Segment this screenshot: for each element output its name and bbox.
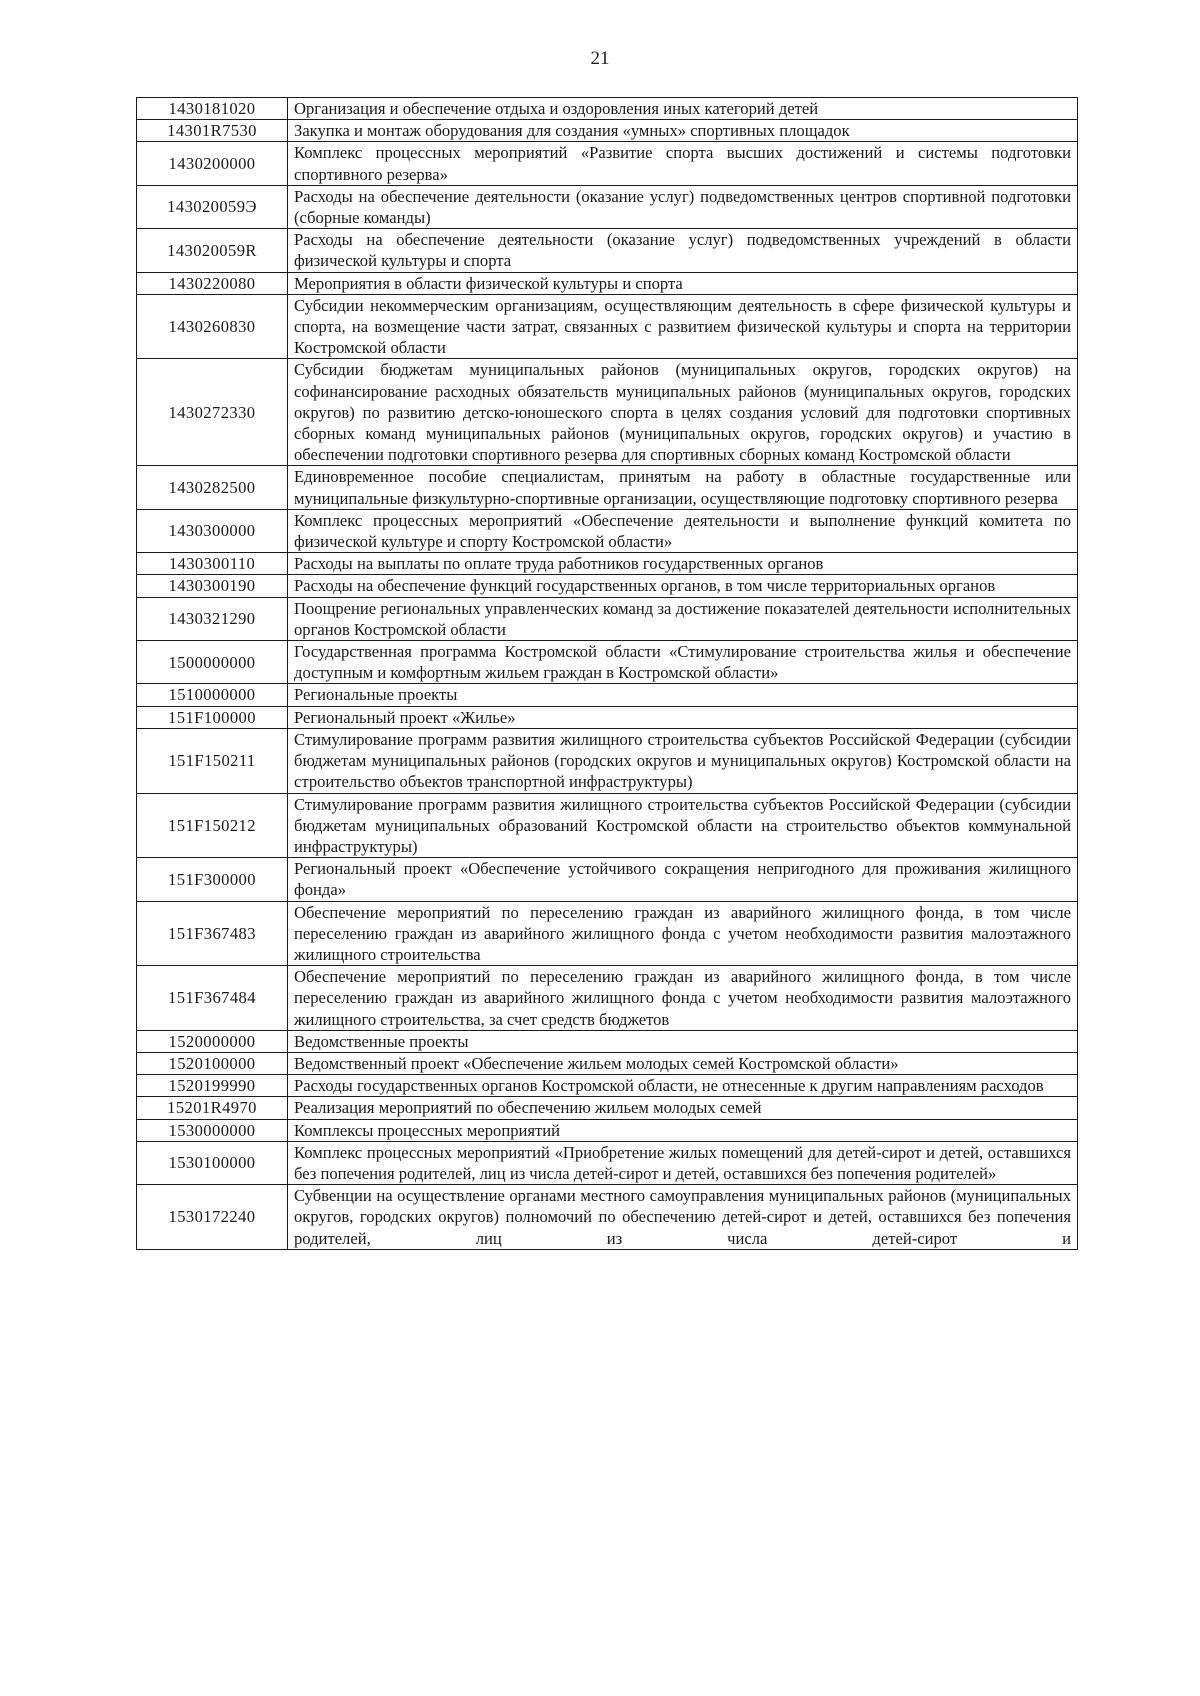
table-row bbox=[137, 901, 1078, 966]
table-row bbox=[137, 684, 1078, 706]
row-description: Региональный проект «Обеспечение устойчивого сокращения непригодного для проживания жилищного фонда» bbox=[288, 858, 1078, 901]
row-code: 151F367483 bbox=[137, 901, 288, 966]
row-description: Субсидии бюджетам муниципальных районов (муниципальных округов, городских округов) на софинансирование расходных обязательств муниципальных районов (муниципальных округов, городских округов) по развитию детско-юношеского спорта в целях создания условий для подготовки спортивных сборных команд муниципальных районов (муниципальных округов, городских округов) и участию в обеспечении подготовки спортивного резерва для спортивных сборных команд Костромской области bbox=[288, 359, 1078, 466]
table-row bbox=[137, 509, 1078, 552]
budget-classification-table bbox=[136, 97, 1078, 1250]
row-description: Поощрение региональных управленческих команд за достижение показателей деятельности исполнительных органов Костромской области bbox=[288, 597, 1078, 640]
row-code: 15201R4970 bbox=[137, 1097, 288, 1119]
table-row bbox=[137, 597, 1078, 640]
row-description: Реализация мероприятий по обеспечению жильем молодых семей bbox=[288, 1097, 1078, 1119]
table-row bbox=[137, 641, 1078, 684]
row-description: Расходы на обеспечение деятельности (оказание услуг) подведомственных учреждений в области физической культуры и спорта bbox=[288, 229, 1078, 272]
row-code: 151F150212 bbox=[137, 793, 288, 858]
row-code: 1430282500 bbox=[137, 466, 288, 509]
row-description: Ведомственный проект «Обеспечение жильем молодых семей Костромской области» bbox=[288, 1052, 1078, 1074]
table-row bbox=[137, 1075, 1078, 1097]
row-code: 1430181020 bbox=[137, 98, 288, 120]
row-code: 1430220080 bbox=[137, 272, 288, 294]
row-code: 151F150211 bbox=[137, 728, 288, 793]
page-number: 21 bbox=[590, 48, 610, 69]
row-description: Комплекс процессных мероприятий «Приобретение жилых помещений для детей-сирот и детей, оставшихся без попечения родителей, лиц из числа детей-сирот и детей, оставшихся без попечения родителей» bbox=[288, 1141, 1078, 1184]
row-description: Расходы на обеспечение деятельности (оказание услуг) подведомственных центров спортивной подготовки (сборные команды) bbox=[288, 185, 1078, 228]
row-description: Единовременное пособие специалистам, принятым на работу в областные государственные или муниципальные физкультурно-спортивные организации, осуществляющие подготовку спортивного резерва bbox=[288, 466, 1078, 509]
row-description: Субсидии некоммерческим организациям, осуществляющим деятельность в сфере физической культуры и спорта, на возмещение части затрат, связанных с развитием физической культуры и спорта на территории Костромской области bbox=[288, 294, 1078, 359]
table-row bbox=[137, 575, 1078, 597]
row-code: 1430200000 bbox=[137, 142, 288, 185]
row-code: 1530000000 bbox=[137, 1119, 288, 1141]
row-code: 1430300190 bbox=[137, 575, 288, 597]
table-row bbox=[137, 1141, 1078, 1184]
row-code: 1530100000 bbox=[137, 1141, 288, 1184]
table-row bbox=[137, 728, 1078, 793]
row-description: Государственная программа Костромской области «Стимулирование строительства жилья и обеспечение доступным и комфортным жильем граждан в Костромской области» bbox=[288, 641, 1078, 684]
row-description: Закупка и монтаж оборудования для создания «умных» спортивных площадок bbox=[288, 120, 1078, 142]
row-description: Обеспечение мероприятий по переселению граждан из аварийного жилищного фонда, в том числе переселению граждан из аварийного жилищного фонда с учетом необходимости развития малоэтажного жилищного строительства, за счет средств бюджетов bbox=[288, 966, 1078, 1031]
row-description: Расходы на выплаты по оплате труда работников государственных органов bbox=[288, 553, 1078, 575]
row-code: 1430300000 bbox=[137, 509, 288, 552]
table-row bbox=[137, 272, 1078, 294]
row-code: 1520199990 bbox=[137, 1075, 288, 1097]
table-row bbox=[137, 359, 1078, 466]
table-row bbox=[137, 858, 1078, 901]
row-code: 1500000000 bbox=[137, 641, 288, 684]
row-description: Комплекс процессных мероприятий «Обеспечение деятельности и выполнение функций комитета по физической культуре и спорту Костромской области» bbox=[288, 509, 1078, 552]
table-row bbox=[137, 185, 1078, 228]
row-description: Мероприятия в области физической культуры и спорта bbox=[288, 272, 1078, 294]
row-description: Комплекс процессных мероприятий «Развитие спорта высших достижений и системы подготовки спортивного резерва» bbox=[288, 142, 1078, 185]
row-code: 151F300000 bbox=[137, 858, 288, 901]
table-row bbox=[137, 553, 1078, 575]
table-row bbox=[137, 1119, 1078, 1141]
row-description: Стимулирование программ развития жилищного строительства субъектов Российской Федерации (субсидии бюджетам муниципальных районов (городских округов и муниципальных округов) Костромской области на строительство объектов транспортной инфраструктуры) bbox=[288, 728, 1078, 793]
row-code: 1430272330 bbox=[137, 359, 288, 466]
row-code: 1430300110 bbox=[137, 553, 288, 575]
table-row bbox=[137, 1097, 1078, 1119]
table-row bbox=[137, 793, 1078, 858]
row-code: 14301R7530 bbox=[137, 120, 288, 142]
row-code: 1530172240 bbox=[137, 1185, 288, 1250]
table-row bbox=[137, 120, 1078, 142]
table-row bbox=[137, 294, 1078, 359]
row-description: Стимулирование программ развития жилищного строительства субъектов Российской Федерации (субсидии бюджетам муниципальных образований Костромской области на строительство объектов коммунальной инфраструктуры) bbox=[288, 793, 1078, 858]
row-code: 151F367484 bbox=[137, 966, 288, 1031]
table-row bbox=[137, 229, 1078, 272]
row-code: 1430260830 bbox=[137, 294, 288, 359]
table-row bbox=[137, 1185, 1078, 1250]
table-row bbox=[137, 1030, 1078, 1052]
row-description: Организация и обеспечение отдыха и оздоровления иных категорий детей bbox=[288, 98, 1078, 120]
row-description: Ведомственные проекты bbox=[288, 1030, 1078, 1052]
table-row bbox=[137, 966, 1078, 1031]
table-row bbox=[137, 466, 1078, 509]
row-description: Комплексы процессных мероприятий bbox=[288, 1119, 1078, 1141]
row-code: 151F100000 bbox=[137, 706, 288, 728]
row-description: Региональные проекты bbox=[288, 684, 1078, 706]
row-description: Региональный проект «Жилье» bbox=[288, 706, 1078, 728]
table-row bbox=[137, 706, 1078, 728]
row-code: 143020059Э bbox=[137, 185, 288, 228]
row-description: Расходы на обеспечение функций государственных органов, в том числе территориальных органов bbox=[288, 575, 1078, 597]
row-code: 1520100000 bbox=[137, 1052, 288, 1074]
row-description: Расходы государственных органов Костромской области, не отнесенные к другим направлениям расходов bbox=[288, 1075, 1078, 1097]
table-row bbox=[137, 142, 1078, 185]
row-description: Субвенции на осуществление органами местного самоуправления муниципальных районов (муниципальных округов, городских округов) полномочий по обеспечению детей-сирот и детей, оставшихся без попечения родителей, лиц из числа детей-сирот и bbox=[288, 1185, 1078, 1250]
row-code: 143020059R bbox=[137, 229, 288, 272]
row-code: 1510000000 bbox=[137, 684, 288, 706]
table-row bbox=[137, 1052, 1078, 1074]
row-description: Обеспечение мероприятий по переселению граждан из аварийного жилищного фонда, в том числе переселению граждан из аварийного жилищного фонда с учетом необходимости развития малоэтажного жилищного строительства bbox=[288, 901, 1078, 966]
table-row bbox=[137, 98, 1078, 120]
row-code: 1520000000 bbox=[137, 1030, 288, 1052]
row-code: 1430321290 bbox=[137, 597, 288, 640]
